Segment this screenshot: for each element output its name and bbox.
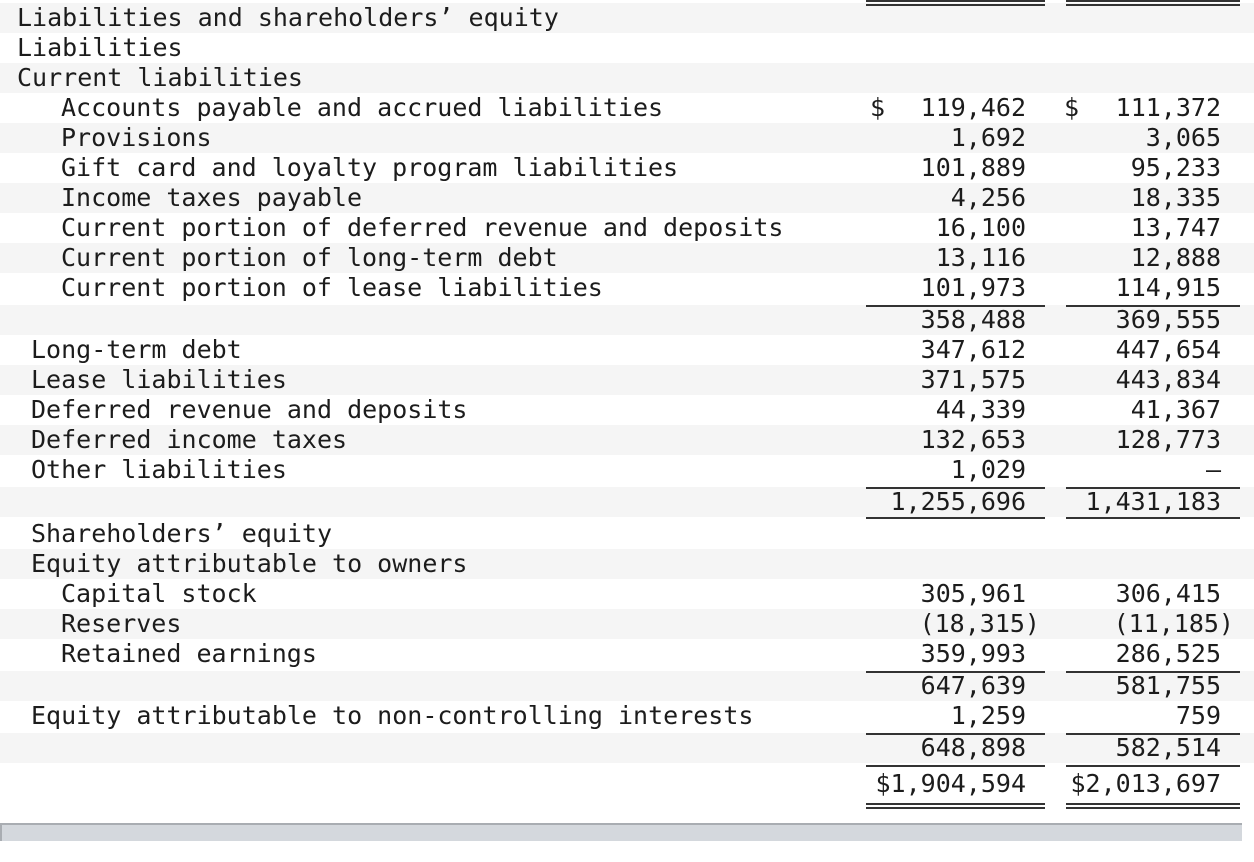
value-2022: 358,488 [920, 305, 1026, 334]
row-label: Capital stock [61, 579, 257, 608]
value-2021: 443,834 [1115, 365, 1221, 394]
value-2021: — [1205, 455, 1221, 484]
table-row [0, 769, 1254, 799]
row-label: Provisions [61, 123, 212, 152]
value-2022: 119,462 [920, 93, 1026, 122]
value-2022: 1,692 [950, 123, 1026, 152]
table-row [0, 395, 1254, 425]
table-row [0, 639, 1254, 669]
subtotal-rule-col2 [1066, 733, 1240, 735]
value-2022: $1,904,594 [875, 769, 1026, 798]
row-label: Long-term debt [31, 335, 242, 364]
currency-symbol: $ [870, 93, 886, 122]
value-2022: 16,100 [935, 213, 1026, 242]
table-row [0, 183, 1254, 213]
value-2022: 132,653 [920, 425, 1026, 454]
header-double-rule-col1 [866, 0, 1045, 6]
total-double-rule-col1 [866, 803, 1045, 809]
row-label: Current portion of long-term debt [61, 243, 558, 272]
row-label: Lease liabilities [31, 365, 287, 394]
table-row [0, 487, 1254, 517]
table-row [0, 549, 1254, 579]
subtotal-rule-col1 [866, 305, 1045, 307]
table-row [0, 213, 1254, 243]
currency-symbol: $ [1064, 93, 1080, 122]
value-2021: 369,555 [1115, 305, 1221, 334]
row-label: Deferred income taxes [31, 425, 348, 454]
subtotal-rule-col2 [1066, 671, 1240, 673]
value-2021: 13,747 [1130, 213, 1221, 242]
table-row [0, 335, 1254, 365]
subtotal-rule-col2 [1066, 517, 1240, 519]
row-label: Equity attributable to non-controlling interests [31, 701, 754, 730]
value-2022: 44,339 [935, 395, 1026, 424]
value-2021: 759 [1175, 701, 1221, 730]
row-label: Accounts payable and accrued liabilities [61, 93, 664, 122]
value-2021: $2,013,697 [1070, 769, 1221, 798]
row-label: Shareholders’ equity [31, 519, 333, 548]
value-2021: 582,514 [1115, 733, 1221, 762]
value-2022: 359,993 [920, 639, 1026, 668]
value-2021: 12,888 [1130, 243, 1221, 272]
table-row [0, 701, 1254, 731]
value-2021: 447,654 [1115, 335, 1221, 364]
value-2022: 1,029 [950, 455, 1026, 484]
value-2022: 101,973 [920, 273, 1026, 302]
table-row [0, 123, 1254, 153]
table-row [0, 305, 1254, 335]
value-2021: 114,915 [1115, 273, 1221, 302]
table-row [0, 425, 1254, 455]
table-row [0, 519, 1254, 549]
value-2021: 95,233 [1130, 153, 1221, 182]
row-label: Current portion of lease liabilities [61, 273, 603, 302]
table-row [0, 33, 1254, 63]
value-2022: 1,259 [950, 701, 1026, 730]
value-2021: 3,065 [1145, 123, 1221, 152]
value-2022: 371,575 [920, 365, 1026, 394]
table-row [0, 455, 1254, 485]
horizontal-scrollbar[interactable] [0, 823, 1242, 841]
value-2022: 347,612 [920, 335, 1026, 364]
table-row [0, 273, 1254, 303]
value-2021: 128,773 [1115, 425, 1221, 454]
row-label: Liabilities and shareholders’ equity [17, 3, 559, 32]
table-row [0, 93, 1254, 123]
value-2022: 101,889 [920, 153, 1026, 182]
table-row [0, 609, 1254, 639]
table-row [0, 3, 1254, 33]
value-2022: 1,255,696 [890, 487, 1026, 516]
row-label: Current liabilities [17, 63, 303, 92]
value-2021: (11,185) [1113, 609, 1234, 638]
row-label: Income taxes payable [61, 183, 363, 212]
table-row [0, 365, 1254, 395]
value-2021: 18,335 [1130, 183, 1221, 212]
value-2022: (18,315) [919, 609, 1040, 638]
subtotal-rule-col1 [866, 733, 1045, 735]
row-label: Gift card and loyalty program liabilities [61, 153, 679, 182]
subtotal-rule-col1 [866, 765, 1045, 767]
row-label: Other liabilities [31, 455, 287, 484]
value-2022: 647,639 [920, 671, 1026, 700]
table-row [0, 671, 1254, 701]
value-2021: 41,367 [1130, 395, 1221, 424]
value-2021: 306,415 [1115, 579, 1221, 608]
header-double-rule-col2 [1066, 0, 1240, 6]
table-row [0, 243, 1254, 273]
value-2022: 4,256 [950, 183, 1026, 212]
row-label: Reserves [61, 609, 182, 638]
value-2022: 305,961 [920, 579, 1026, 608]
row-label: Retained earnings [61, 639, 317, 668]
value-2022: 648,898 [920, 733, 1026, 762]
subtotal-rule-col2 [1066, 305, 1240, 307]
total-double-rule-col2 [1066, 803, 1240, 809]
value-2022: 13,116 [935, 243, 1026, 272]
subtotal-rule-col2 [1066, 487, 1240, 489]
row-label: Deferred revenue and deposits [31, 395, 468, 424]
value-2021: 286,525 [1115, 639, 1221, 668]
row-label: Equity attributable to owners [31, 549, 468, 578]
row-label: Current portion of deferred revenue and deposits [61, 213, 784, 242]
table-row [0, 153, 1254, 183]
subtotal-rule-col1 [866, 487, 1045, 489]
subtotal-rule-col1 [866, 517, 1045, 519]
table-row [0, 63, 1254, 93]
value-2021: 1,431,183 [1085, 487, 1221, 516]
value-2021: 581,755 [1115, 671, 1221, 700]
table-row [0, 579, 1254, 609]
table-row [0, 733, 1254, 763]
subtotal-rule-col2 [1066, 765, 1240, 767]
value-2021: 111,372 [1115, 93, 1221, 122]
subtotal-rule-col1 [866, 671, 1045, 673]
row-label: Liabilities [17, 33, 183, 62]
